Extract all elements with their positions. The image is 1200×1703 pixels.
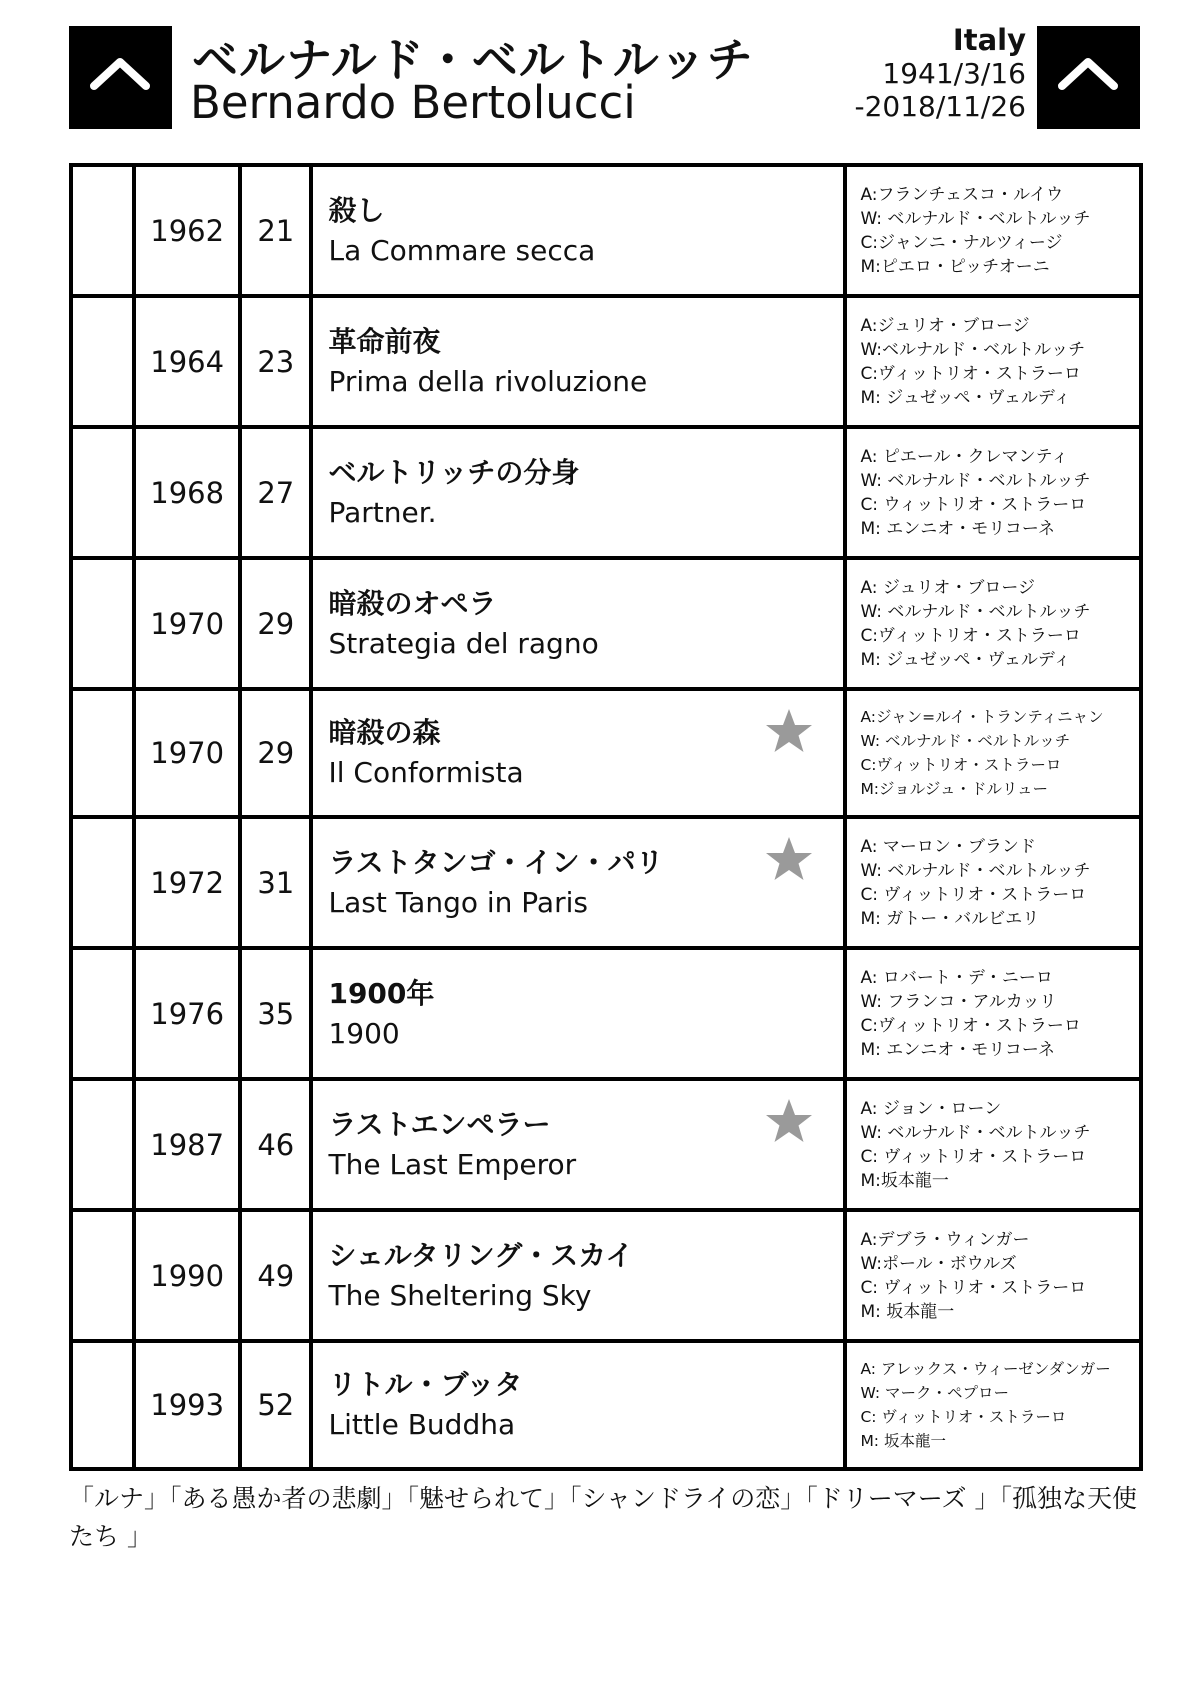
credit-line: M: 坂本龍一 bbox=[860, 1432, 946, 1450]
director-age: 23 bbox=[240, 296, 311, 427]
star-icon bbox=[765, 1097, 813, 1145]
film-title-en: La Commare secca bbox=[328, 233, 596, 267]
credit-line: A:ジャン=ルイ・トランティニャン bbox=[860, 708, 1104, 726]
film-title-jp: 暗殺のオペラ bbox=[328, 586, 497, 620]
film-row bbox=[71, 558, 1141, 689]
credit-line: W: ベルナルド・ベルトルッチ bbox=[860, 601, 1091, 622]
director-age: 29 bbox=[240, 558, 311, 689]
film-title-jp: シェルタリング・スカイ bbox=[328, 1238, 634, 1272]
credit-line: A: ロバート・デ・ニーロ bbox=[860, 967, 1053, 988]
credit-line: W:ポール・ボウルズ bbox=[860, 1253, 1017, 1274]
film-credits bbox=[845, 1341, 1141, 1469]
film-title-cell bbox=[311, 1210, 845, 1341]
credit-line: M: エンニオ・モリコーネ bbox=[860, 518, 1056, 539]
film-row bbox=[71, 689, 1141, 817]
star-icon bbox=[765, 707, 813, 755]
film-title-en: The Sheltering Sky bbox=[328, 1278, 592, 1312]
credit-line: A: アレックス・ウィーゼンダンガー bbox=[860, 1360, 1111, 1378]
credit-line: W: ベルナルド・ベルトルッチ bbox=[860, 860, 1091, 881]
death-date: -2018/11/26 bbox=[854, 90, 1026, 123]
filmography-body bbox=[71, 165, 1141, 1469]
film-credits bbox=[845, 1210, 1141, 1341]
director-meta bbox=[855, 24, 1027, 123]
film-credits bbox=[845, 817, 1141, 948]
credit-line: A: ピエール・クレマンティ bbox=[860, 446, 1069, 467]
director-age: 31 bbox=[240, 817, 311, 948]
star-icon bbox=[765, 835, 813, 883]
credit-line: M: エンニオ・モリコーネ bbox=[860, 1039, 1056, 1060]
nav-up-button-left[interactable] bbox=[69, 26, 172, 129]
credit-line: C: ヴィットリオ・ストラーロ bbox=[860, 1408, 1067, 1426]
film-year: 1976 bbox=[134, 948, 240, 1079]
film-title-cell bbox=[311, 1341, 845, 1469]
credit-line: W: ベルナルド・ベルトルッチ bbox=[860, 1122, 1091, 1143]
film-title-jp: 革命前夜 bbox=[328, 324, 441, 358]
film-year: 1972 bbox=[134, 817, 240, 948]
film-year: 1970 bbox=[134, 689, 240, 817]
director-age: 29 bbox=[240, 689, 311, 817]
film-row bbox=[71, 1210, 1141, 1341]
credit-line: C: ウィットリオ・ストラーロ bbox=[860, 494, 1087, 515]
credit-line: M:坂本龍一 bbox=[860, 1170, 949, 1191]
credit-line: A:ジュリオ・ブロージ bbox=[860, 315, 1030, 336]
film-title-en: Little Buddha bbox=[328, 1408, 516, 1441]
film-title-jp: ラストタンゴ・イン・パリ bbox=[328, 845, 664, 879]
birth-date: 1941/3/16 bbox=[882, 57, 1026, 90]
credit-line: A: ジョン・ローン bbox=[860, 1098, 1002, 1119]
film-title-jp: 1900年 bbox=[328, 976, 435, 1010]
film-title-en: Last Tango in Paris bbox=[328, 885, 588, 919]
film-credits bbox=[845, 1079, 1141, 1210]
film-year: 1987 bbox=[134, 1079, 240, 1210]
credit-line: W: マーク・ペプロー bbox=[860, 1384, 1010, 1402]
credit-line: M: 坂本龍一 bbox=[860, 1301, 955, 1322]
chevron-up-icon bbox=[1037, 26, 1140, 129]
blank-cell bbox=[71, 689, 134, 817]
film-row bbox=[71, 948, 1141, 1079]
blank-cell bbox=[71, 817, 134, 948]
film-title-en: The Last Emperor bbox=[328, 1147, 577, 1181]
film-title-en: Partner. bbox=[328, 495, 437, 529]
director-name-jp: ベルナルド・ベルトルッチ bbox=[192, 33, 754, 87]
blank-cell bbox=[71, 296, 134, 427]
other-works-text: 「ルナ」「ある愚か者の悲劇」「魅せられて」「シャンドライの恋」「ドリーマーズ 」「孤独な天使たち 」 bbox=[69, 1484, 1137, 1551]
credit-line: C: ヴィットリオ・ストラーロ bbox=[860, 884, 1087, 905]
film-row bbox=[71, 1341, 1141, 1469]
film-year: 1964 bbox=[134, 296, 240, 427]
film-title-en: Il Conformista bbox=[328, 756, 524, 789]
film-title-cell bbox=[311, 948, 845, 1079]
film-title-cell bbox=[311, 296, 845, 427]
director-age: 49 bbox=[240, 1210, 311, 1341]
director-age: 35 bbox=[240, 948, 311, 1079]
film-credits bbox=[845, 296, 1141, 427]
film-title-jp: 暗殺の森 bbox=[328, 716, 441, 749]
credit-line: W: ベルナルド・ベルトルッチ bbox=[860, 732, 1071, 750]
film-title-jp: ベルトリッチの分身 bbox=[328, 455, 580, 489]
film-credits bbox=[845, 948, 1141, 1079]
film-credits bbox=[845, 558, 1141, 689]
blank-cell bbox=[71, 1210, 134, 1341]
country-label: Italy bbox=[952, 23, 1026, 57]
credit-line: A:フランチェスコ・ルイウ bbox=[860, 184, 1064, 205]
credit-line: M: ジュゼッペ・ヴェルディ bbox=[860, 387, 1071, 408]
film-title-cell bbox=[311, 689, 845, 817]
film-row bbox=[71, 817, 1141, 948]
film-credits bbox=[845, 165, 1141, 296]
credit-line: A: マーロン・ブランド bbox=[860, 836, 1036, 857]
credit-line: M:ジョルジュ・ドルリュー bbox=[860, 780, 1049, 798]
credit-line: W:ベルナルド・ベルトルッチ bbox=[860, 339, 1086, 360]
director-age: 27 bbox=[240, 427, 311, 558]
film-year: 1968 bbox=[134, 427, 240, 558]
film-title-en: Strategia del ragno bbox=[328, 626, 599, 660]
film-year: 1990 bbox=[134, 1210, 240, 1341]
credit-line: C:ヴィットリオ・ストラーロ bbox=[860, 756, 1062, 774]
film-title-en: Prima della rivoluzione bbox=[328, 364, 648, 398]
credit-line: A:デブラ・ウィンガー bbox=[860, 1229, 1030, 1250]
credit-line: M: ガトー・バルビエリ bbox=[860, 908, 1040, 929]
film-row bbox=[71, 1079, 1141, 1210]
blank-cell bbox=[71, 1079, 134, 1210]
film-title-cell bbox=[311, 427, 845, 558]
film-year: 1993 bbox=[134, 1341, 240, 1469]
blank-cell bbox=[71, 165, 134, 296]
credit-line: C:ヴィットリオ・ストラーロ bbox=[860, 1015, 1081, 1036]
film-title-en: 1900 bbox=[328, 1016, 400, 1050]
director-age: 21 bbox=[240, 165, 311, 296]
credit-line: C: ヴィットリオ・ストラーロ bbox=[860, 1277, 1087, 1298]
film-row bbox=[71, 165, 1141, 296]
credit-line: W: ベルナルド・ベルトルッチ bbox=[860, 470, 1091, 491]
blank-cell bbox=[71, 948, 134, 1079]
credit-line: C:ジャンニ・ナルツィージ bbox=[860, 232, 1063, 253]
film-year: 1970 bbox=[134, 558, 240, 689]
blank-cell bbox=[71, 427, 134, 558]
nav-up-button-right[interactable] bbox=[1037, 26, 1140, 129]
credit-line: W: フランコ・アルカッリ bbox=[860, 991, 1057, 1012]
film-row bbox=[71, 296, 1141, 427]
film-credits bbox=[845, 427, 1141, 558]
credit-line: C: ヴィットリオ・ストラーロ bbox=[860, 1146, 1087, 1167]
director-name-en: Bernardo Bertolucci bbox=[190, 76, 636, 129]
film-title-cell bbox=[311, 165, 845, 296]
credit-line: C:ヴィットリオ・ストラーロ bbox=[860, 363, 1081, 384]
director-age: 52 bbox=[240, 1341, 311, 1469]
film-title-cell bbox=[311, 817, 845, 948]
filmography-table bbox=[69, 163, 1143, 1471]
film-row bbox=[71, 427, 1141, 558]
chevron-up-icon bbox=[69, 26, 172, 129]
film-title-jp: 殺し bbox=[328, 193, 385, 227]
blank-cell bbox=[71, 558, 134, 689]
film-year: 1962 bbox=[134, 165, 240, 296]
credit-line: M:ピエロ・ピッチオーニ bbox=[860, 256, 1050, 277]
credit-line: A: ジュリオ・ブロージ bbox=[860, 577, 1036, 598]
film-title-jp: リトル・ブッタ bbox=[328, 1368, 523, 1401]
blank-cell bbox=[71, 1341, 134, 1469]
credit-line: M: ジュゼッペ・ヴェルディ bbox=[860, 649, 1071, 670]
film-credits bbox=[845, 689, 1141, 817]
credit-line: C:ヴィットリオ・ストラーロ bbox=[860, 625, 1081, 646]
director-age: 46 bbox=[240, 1079, 311, 1210]
film-title-cell bbox=[311, 1079, 845, 1210]
credit-line: W: ベルナルド・ベルトルッチ bbox=[860, 208, 1091, 229]
film-title-cell bbox=[311, 558, 845, 689]
film-title-jp: ラストエンペラー bbox=[328, 1107, 551, 1141]
